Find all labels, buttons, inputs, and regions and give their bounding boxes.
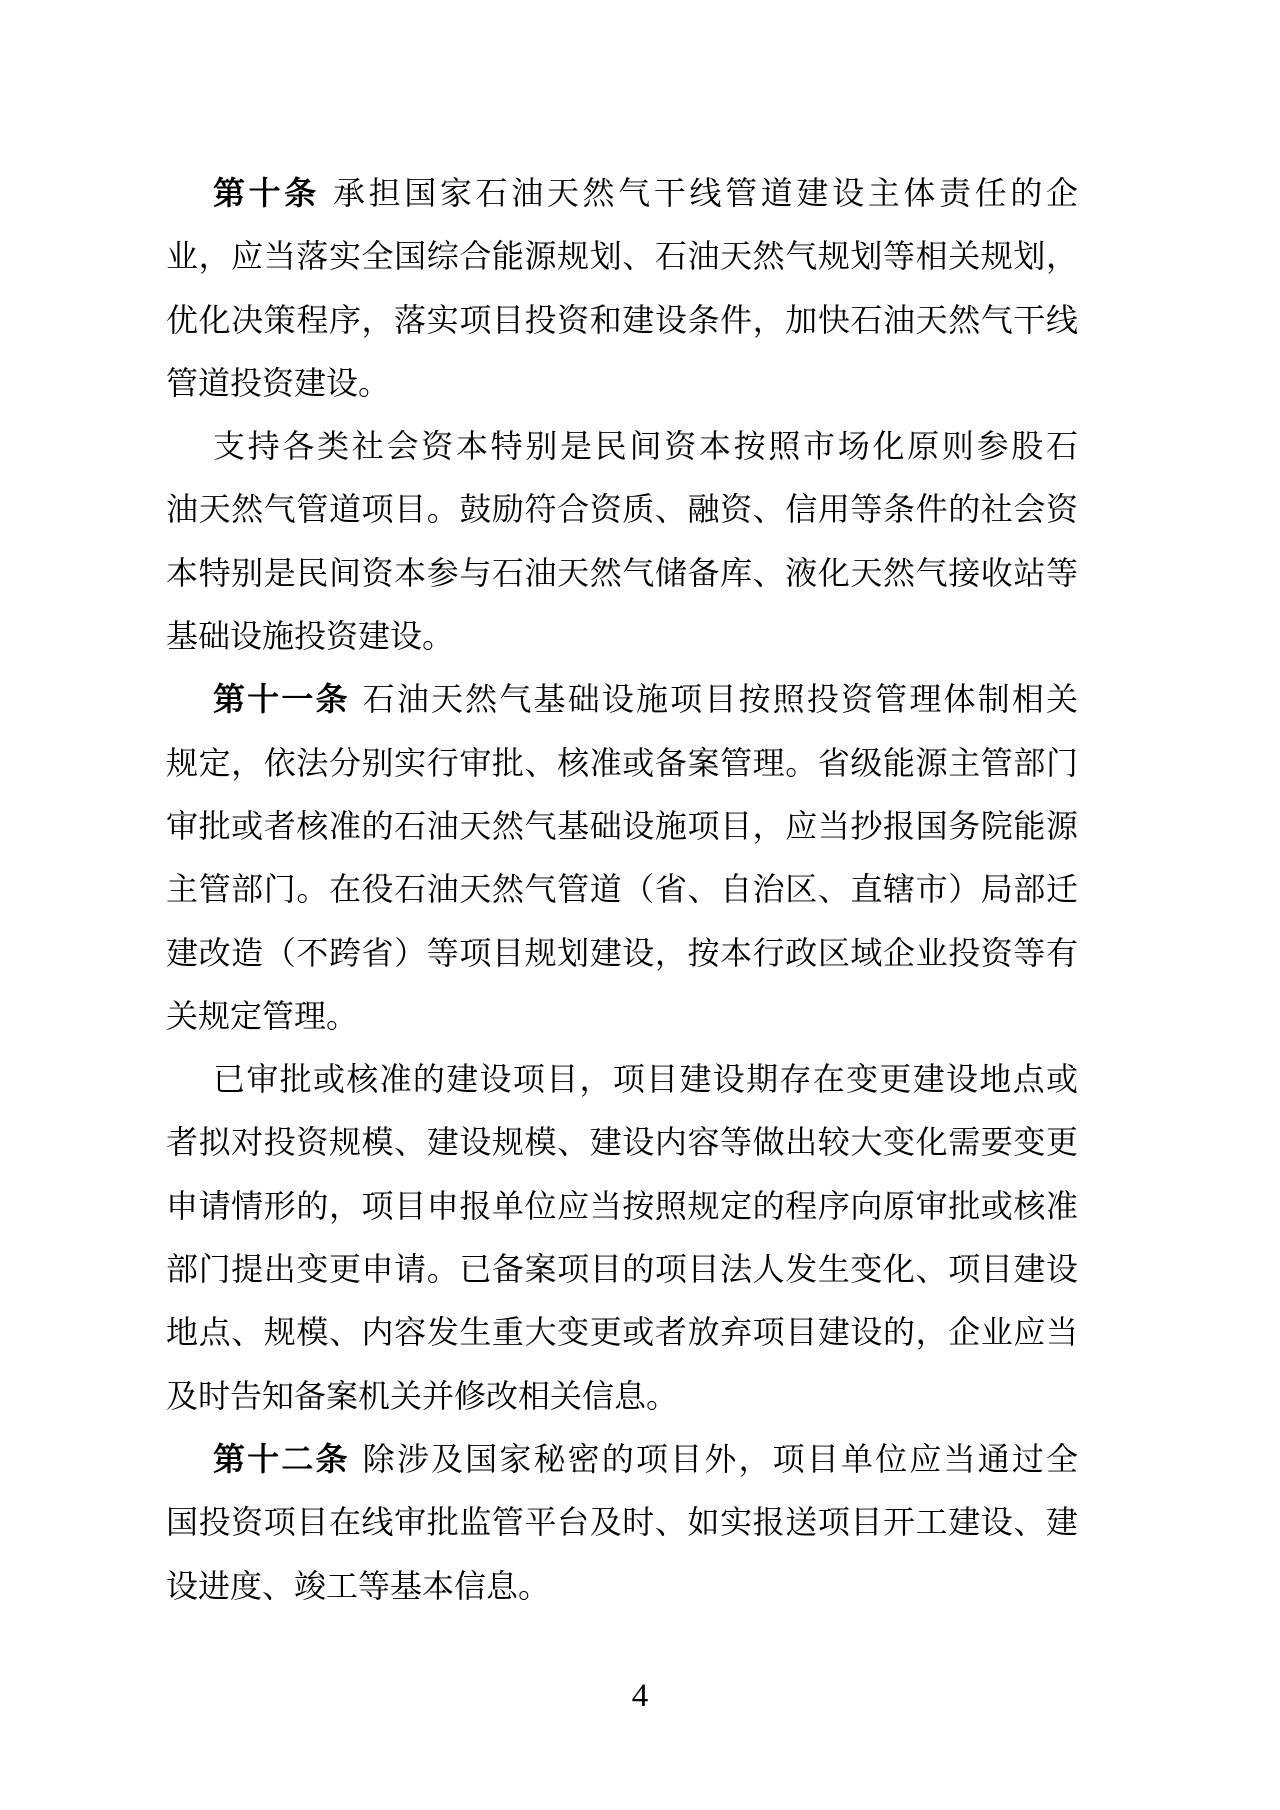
text-line: 设进度、竣工等基本信息。: [166, 1567, 551, 1604]
text-line: 优化决策程序，落实项目投资和建设条件，加快石油天然气干线: [166, 301, 1078, 338]
article-10-paragraph: [166, 162, 1078, 415]
text-line: 业，应当落实全国综合能源规划、石油天然气规划等相关规划，: [166, 238, 1078, 275]
text-line: [166, 162, 1078, 225]
text-line: 基础设施投资建设。: [166, 618, 455, 655]
text-line: 支持各类社会资本特别是民间资本按照市场化原则参股石: [213, 428, 1078, 465]
text-line-content: 除涉及国家秘密的项目外，项目单位应当通过全: [362, 1440, 1078, 1477]
article-12-heading: 第十二条: [213, 1440, 350, 1477]
text-line: 及时告知备案机关并修改相关信息。: [166, 1377, 679, 1414]
article-10-heading: 第十条: [213, 175, 320, 211]
article-11-paragraph-2: [166, 1048, 1078, 1428]
text-line: 审批或者核准的石油天然气基础设施项目，应当抄报国务院能源: [166, 807, 1078, 844]
article-12-paragraph: [166, 1428, 1078, 1618]
text-line: 规定，依法分别实行审批、核准或备案管理。省级能源主管部门: [166, 744, 1078, 781]
text-line: 部门提出变更申请。已备案项目的项目法人发生变化、项目建设: [166, 1251, 1078, 1288]
text-line-content: 石油天然气基础设施项目按照投资管理体制相关: [362, 681, 1078, 718]
text-line: 已审批或核准的建设项目，项目建设期存在变更建设地点或: [213, 1061, 1078, 1098]
page-number: 4: [631, 1678, 649, 1714]
text-line: 申请情形的，项目申报单位应当按照规定的程序向原审批或核准: [166, 1187, 1078, 1224]
text-line: [166, 668, 1078, 731]
text-line: 本特别是民间资本参与石油天然气储备库、液化天然气接收站等: [166, 554, 1078, 591]
article-10-paragraph-2: [166, 415, 1078, 668]
text-line: 油天然气管道项目。鼓励符合资质、融资、信用等条件的社会资: [166, 491, 1078, 528]
article-11-paragraph: [166, 668, 1078, 1048]
text-line: 者拟对投资规模、建设规模、建设内容等做出较大变化需要变更: [166, 1124, 1078, 1161]
text-line: 管道投资建设。: [166, 364, 391, 401]
text-line: 国投资项目在线审批监管平台及时、如实报送项目开工建设、建: [166, 1504, 1078, 1541]
text-line: 地点、规模、内容发生重大变更或者放弃项目建设的，企业应当: [166, 1314, 1078, 1351]
text-line: [166, 1428, 1078, 1491]
text-line: 关规定管理。: [166, 997, 359, 1034]
text-line-content: 承担国家石油天然气干线管道建设主体责任的企: [332, 175, 1078, 211]
document-body: [166, 162, 1078, 1618]
article-11-heading: 第十一条: [213, 681, 350, 718]
text-line: 主管部门。在役石油天然气管道（省、自治区、直辖市）局部迁: [166, 871, 1078, 908]
text-line: 建改造（不跨省）等项目规划建设，按本行政区域企业投资等有: [166, 934, 1078, 971]
